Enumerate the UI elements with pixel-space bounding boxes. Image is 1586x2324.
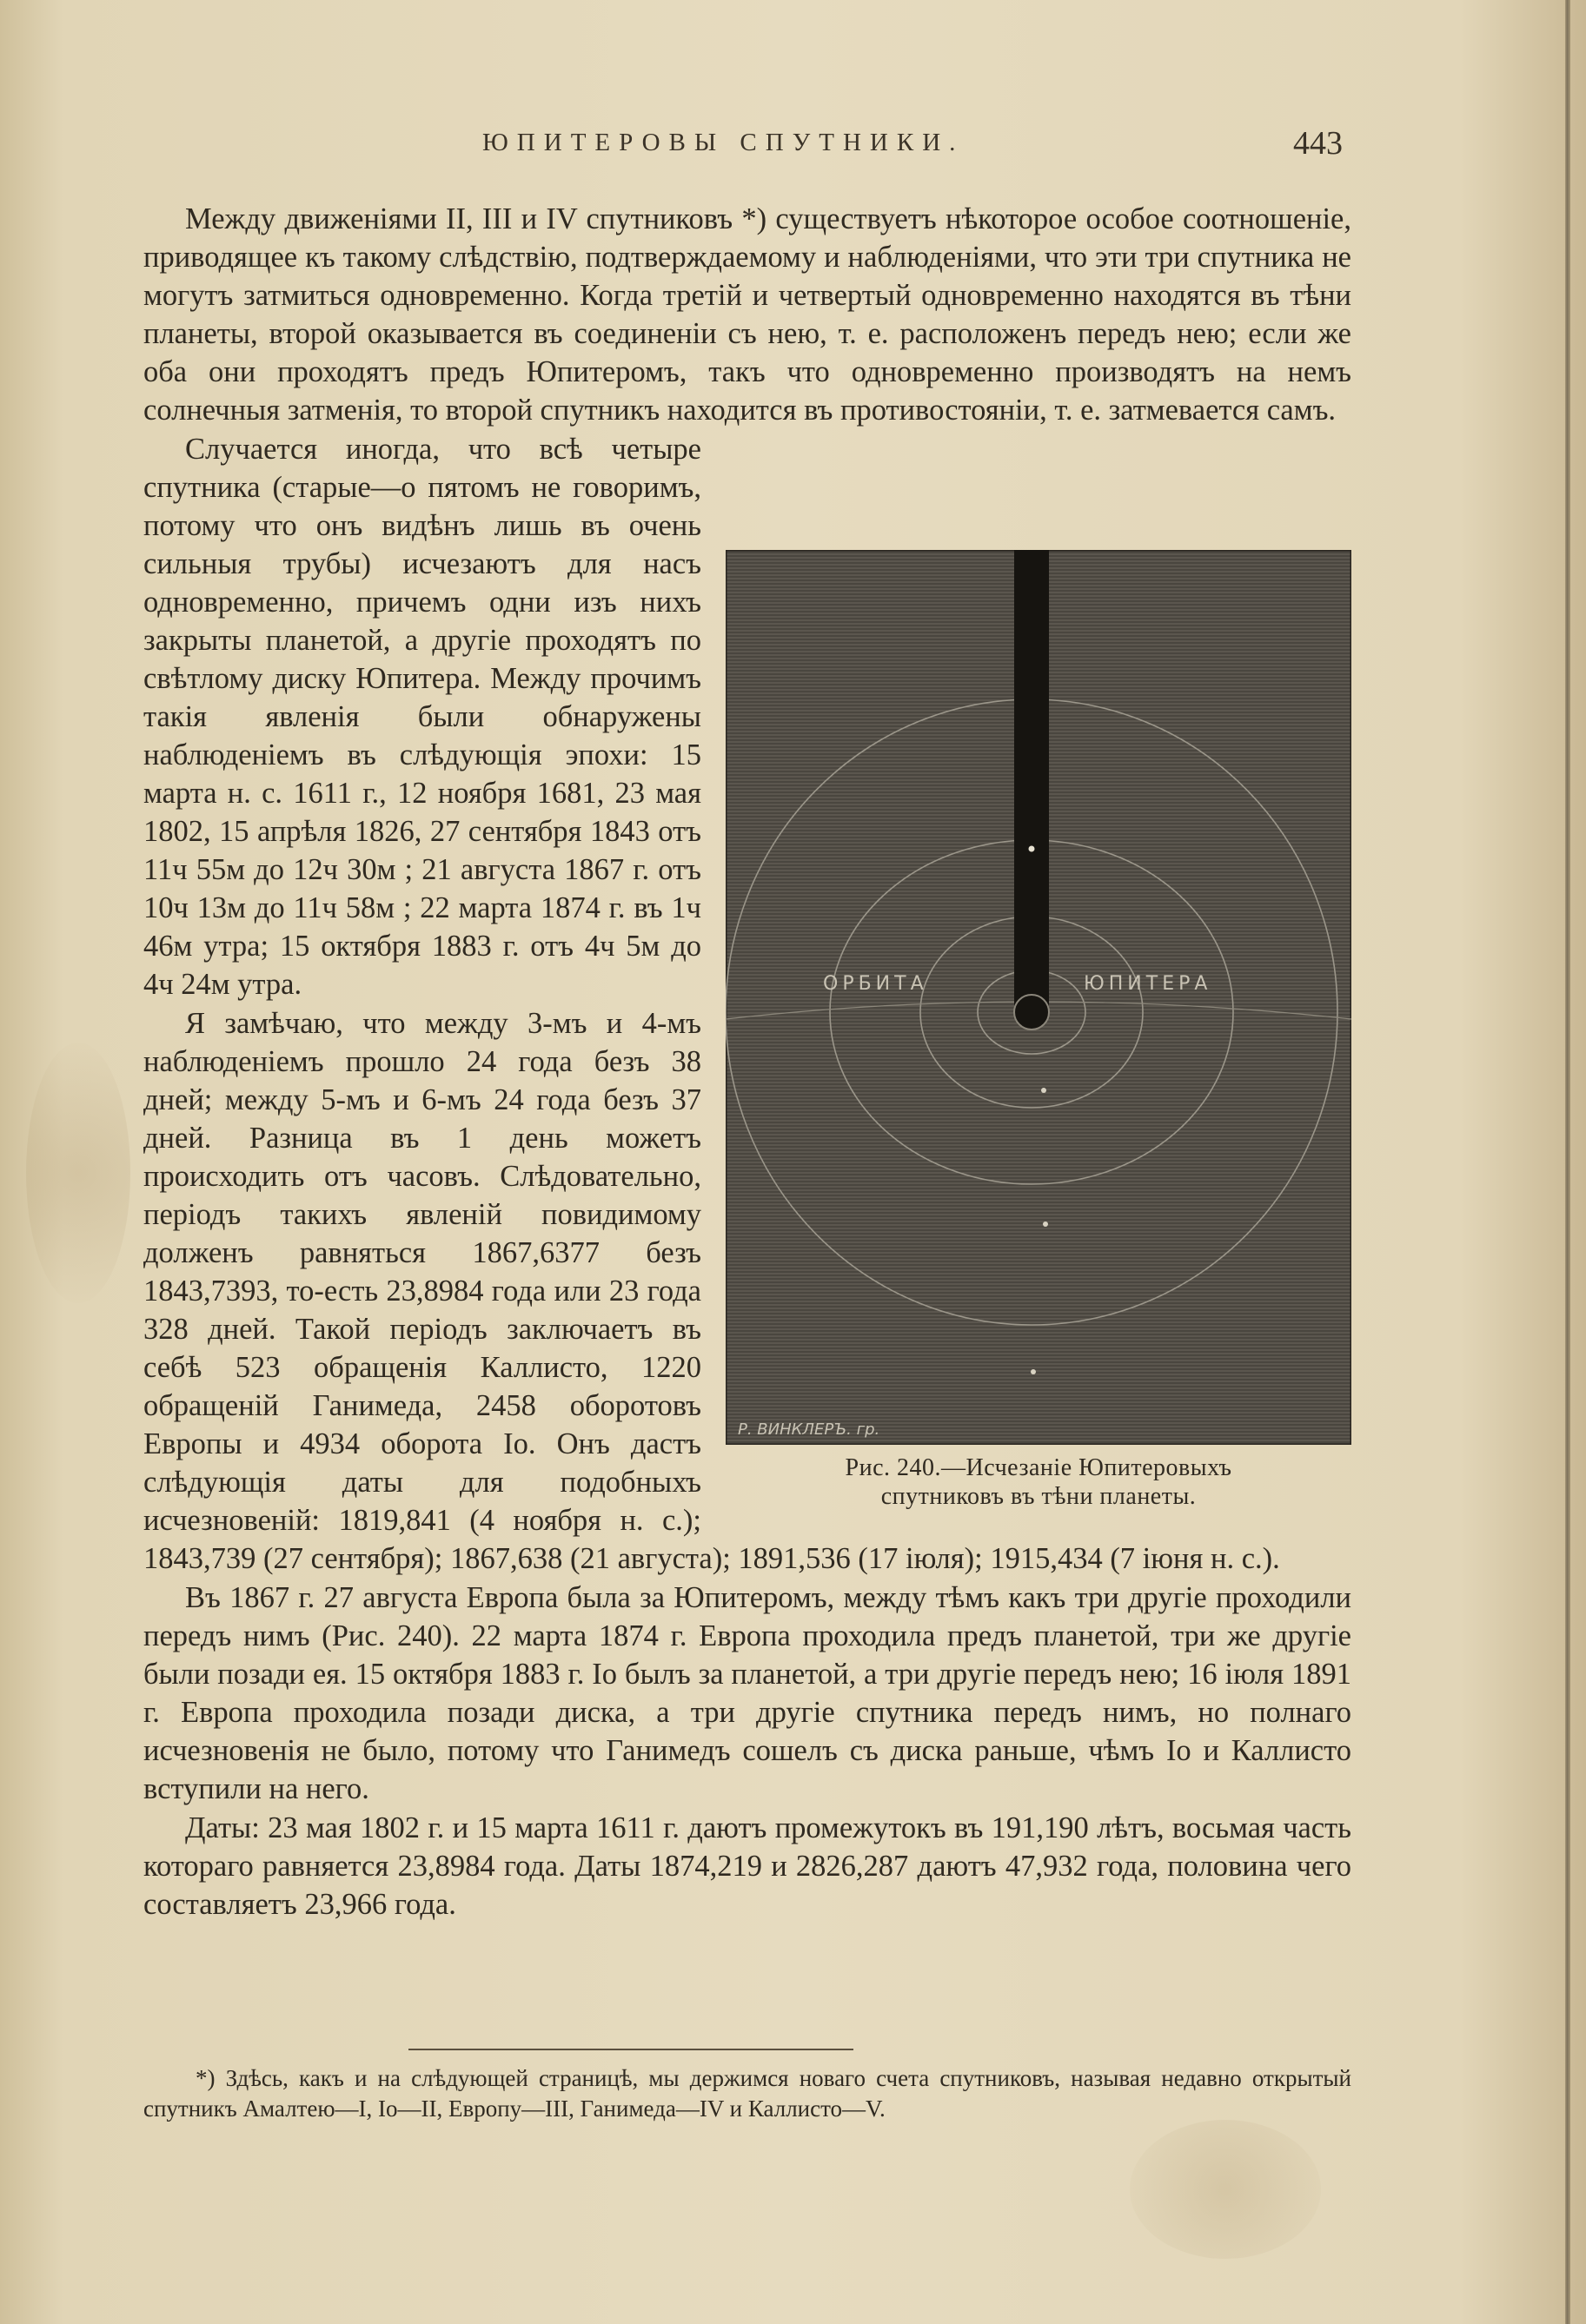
paragraph-2: Случается иногда, что всѣ четыре спутника (старые—о пятомъ не говоримъ, потому что онъ видѣнъ лишь въ очень сильныя трубы) исчезаютъ для насъ одновременно, причемъ одни изъ нихъ закрыты планетой, а другіе проходятъ по свѣтлому диску Юпитера. Между прочимъ такія явленія были обнаружены наблюденіемъ въ слѣдующія эпохи: 15 марта н. с. 1611 г., 12 ноября 1681, 23 мая 1802, 15 апрѣля 1826, 27 сентября 1843 отъ 11ч 55м до 12ч 30м ; 21 августа 1867 г. отъ 10ч 13м до 11ч 58м ; 22 марта 1874 г. въ 1ч 46м утра; 15 октября 1883 г. отъ 4ч 5м до 4ч 24м утра.: [143, 433, 701, 1001]
satellite-europa: [1029, 846, 1035, 852]
satellite-io: [1041, 1088, 1046, 1093]
figure-caption: [726, 1453, 1351, 1511]
paragraph-1: Между движеніями II, III и IV спутниковъ *) существуетъ нѣкоторое особое соотношеніе, приводящее къ такому слѣдствію, подтверждаемому и наблюденіями, что эти три спутника не могутъ затмиться одновременно. Когда третій и четвертый одновременно находятся въ тѣни планеты, второй оказывается въ соединеніи съ нею, т. е. расположенъ передъ нею; если же оба они проходятъ предъ Юпитеромъ, такъ что одновременно производятъ на немъ солнечныя затменія, то второй спутникъ находится въ противостояніи, т. е. затмевается самъ.: [143, 202, 1351, 427]
footnote-rule: [408, 2049, 853, 2050]
paragraph-3: Я замѣчаю, что между 3-мъ и 4-мъ наблюденіемъ прошло 24 года безъ 38 дней; между 5-мъ и 6-мъ 24 года безъ 37 дней. Разница въ 1 день можетъ происходить отъ часовъ. Слѣдовательно, періодъ такихъ явленій повидимому долженъ равняться 1867,6377 безъ 1843,7393, то-есть 23,8984 года или 23 года 328 дней. Такой періодъ заключаетъ въ себѣ 523 обращенія Каллисто, 1220 обращеній Ганимеда, 2458 оборотовъ Европы и 4934 оборота Іо. Онъ дастъ слѣдующія даты для подобныхъ исчезновеній: 1819,841 (4 ноября н. с.); 1843,739 (27 сентября); 1867,638 (21 августа); 1891,536 (17 іюля); 1915,434 (7 іюня н. с.).: [143, 1007, 1280, 1575]
jupiter-shadow-cone: [1014, 550, 1049, 1009]
orbit-label-left: ОРБИТА: [823, 973, 928, 995]
satellite-ganymede: [1043, 1222, 1048, 1227]
caption-line-1: Рис. 240.—Исчезаніе Юпитеровыхъ: [845, 1454, 1232, 1481]
paper-stain: [26, 1043, 130, 1303]
caption-line-2: спутниковъ въ тѣни планеты.: [880, 1483, 1197, 1510]
paragraph-4: Въ 1867 г. 27 августа Европа была за Юпитеромъ, между тѣмъ какъ три другіе проходили передъ нимъ (Рис. 240). 22 марта 1874 г. Европа проходила предъ планетой, три же другіе были позади ея. 15 октября 1883 г. Іо былъ за планетой, а три другіе передъ нею; 16 іюля 1891 г. Европа проходила позади диска, а три другіе спутника передъ нимъ, но полнаго исчезновенія не было, потому что Ганимедъ сошелъ съ диска раньше, чѣмъ Іо и Каллисто вступили на него.: [143, 1581, 1351, 1805]
satellite-callisto: [1031, 1369, 1036, 1374]
paper-stain: [1130, 2120, 1321, 2259]
page-edge: [1565, 0, 1570, 2324]
jupiter-shadow-engraving: [726, 550, 1351, 1445]
running-head: ЮПИТЕРОВЫ СПУТНИКИ.: [482, 129, 965, 156]
figure-240: [726, 550, 1351, 1511]
footnote: *) Здѣсь, какъ и на слѣдующей страницѣ, мы держимся новаго счета спутниковъ, называя недавно открытый спутникъ Амалтею—I, Іо—II, Европу—III, Ганимеда—IV и Каллисто—V.: [143, 2065, 1351, 2122]
orbit-label-right: ЮПИТЕРА: [1084, 973, 1212, 995]
engraver-signature: Р. ВИНКЛЕРЪ. гр.: [738, 1420, 880, 1439]
jupiter-planet: [1014, 995, 1049, 1030]
page-number: 443: [1293, 125, 1343, 162]
paragraph-5: Даты: 23 мая 1802 г. и 15 марта 1611 г. даютъ промежутокъ въ 191,190 лѣтъ, восьмая часть котораго равняется 23,8984 года. Даты 1874,219 и 2826,287 даютъ 47,932 года, половина чего составляетъ 23,966 года.: [143, 1811, 1351, 1921]
body-text: [143, 200, 1351, 1924]
